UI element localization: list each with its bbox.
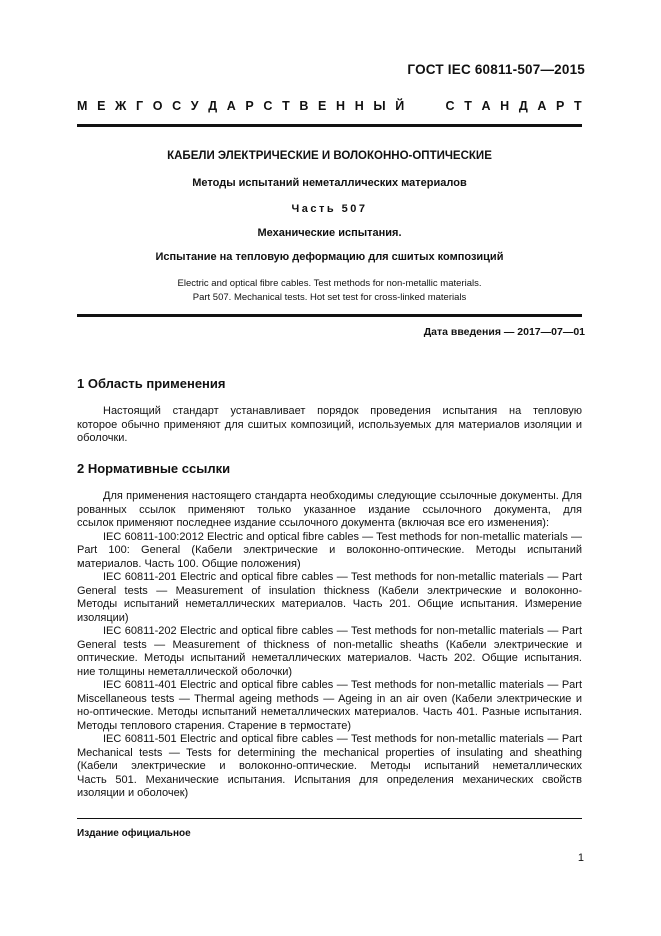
text-line: General tests — Measurement of insulation thickness (Кабели электрические и волоконно- [77,584,582,597]
banner-letter: О [152,99,163,113]
title-english-line2: Part 507. Mechanical tests. Hot set test for cross-linked materials [192,292,467,303]
title-mechanical: Механические испытания. [257,227,402,239]
banner-letter: М [77,99,88,113]
banner-letter: С [445,99,455,113]
document-code: ГОСТ IEC 60811-507—2015 [407,62,585,77]
introduction-date: Дата введения — 2017—07—01 [423,326,585,338]
page-number: 1 [577,852,584,864]
banner-letter: Т [574,99,582,113]
banner-letter: А [537,99,547,113]
text-line: оптические. Методы испытаний неметаллических материалов. Часть 202. Общие испытания. [77,652,582,664]
text-line: Настоящий стандарт устанавливает порядок проведения испытания на тепловую [103,405,582,417]
banner-letter: Р [245,99,254,113]
text-line: IEC 60811-501 Electric and optical fibre cables — Test methods for non-metallic materials — Part [103,733,582,745]
banner-letter: Т [464,99,472,113]
banner-letter: Г [136,99,144,113]
official-edition-label: Издание официальное [77,828,191,839]
title-part: Часть 507 [291,203,368,215]
banner-letter [414,99,436,113]
title-english-line1: Electric and optical fibre cables. Test methods for non-metallic materials. [177,278,482,289]
text-line: (Кабели электрические и волоконно-оптические. Методы испытаний неметаллических [77,760,582,772]
banner-letter: А [226,99,236,113]
footer-rule [77,818,582,819]
banner-letter: Т [282,99,290,113]
text-line: IEC 60811-100:2012 Electric and optical fibre cables — Test methods for non-metallic materials — [103,530,582,543]
text-line: материалов. Часть 100. Общие положения) [77,557,301,570]
banner-letter: Ж [115,99,127,113]
banner-letter: Р [556,99,565,113]
banner-letter: Д [208,99,218,113]
text-line: Методы теплового старения. Старение в термостате) [77,719,352,732]
section-2-body [77,490,582,801]
interstate-standard-banner [77,99,582,113]
banner-letter: Д [518,99,528,113]
text-line: Miscellaneous tests — Thermal ageing methods — Ageing in an air oven (Кабели электрические и [77,692,582,705]
banner-letter: А [481,99,491,113]
text-line: оболочки. [77,432,128,444]
banner-letter: У [190,99,199,113]
title-hot-set: Испытание на тепловую деформацию для сшитых композиций [155,251,504,263]
banner-letter: Ы [373,99,386,113]
text-line: Part 100: General (Кабели электрические и волоконно-оптические. Методы испытаний [77,544,582,556]
text-line: Часть 501. Механические испытания. Испытания для определения механических свойств [77,773,582,786]
banner-letter: С [172,99,182,113]
text-line: изоляции и оболочек) [77,787,189,799]
text-line: IEC 60811-201 Electric and optical fibre cables — Test methods for non-metallic materials — Part [103,571,582,583]
top-rule [77,124,582,127]
text-line: Для применения настоящего стандарта необходимы следующие ссылочные документы. Для [103,490,582,502]
text-line: ние толщины неметаллической оболочки) [77,665,293,678]
text-line: которое обычно применяют для сшитых композиций, используемых для материалов изоляции и [77,418,582,431]
title-main: КАБЕЛИ ЭЛЕКТРИЧЕСКИЕ И ВОЛОКОННО-ОПТИЧЕСКИЕ [167,150,492,162]
text-line: Методы испытаний неметаллических материалов. Часть 201. Общие испытания. Измерение [77,598,582,610]
title-bottom-rule [77,314,582,317]
section-2-heading: 2 Нормативные ссылки [77,461,231,476]
text-line: изоляции) [77,611,129,624]
banner-letter: В [299,99,309,113]
text-line: рованных ссылок применяют только указанное издание ссылочного документа, для [77,503,582,516]
title-subtitle: Методы испытаний неметаллических материалов [192,177,467,189]
banner-letter: Й [395,99,405,113]
text-line: IEC 60811-202 Electric and optical fibre cables — Test methods for non-metallic materials — Part [103,625,582,637]
banner-letter: Е [97,99,106,113]
text-line: IEC 60811-401 Electric and optical fibre cables — Test methods for non-metallic materials — Part [103,679,582,691]
banner-letter: Е [318,99,327,113]
banner-letter: Н [336,99,346,113]
section-1-body [77,405,582,446]
text-line: General tests — Measurement of thickness of non-metallic sheaths (Кабели электрические и [77,638,582,651]
banner-letter: Н [354,99,364,113]
text-line: ссылок применяют последнее издание ссылочного документа (включая все его изменения): [77,517,550,529]
text-line: но-оптические. Методы испытаний неметаллических материалов. Часть 401. Разные испытания. [77,706,582,718]
banner-letter: С [263,99,273,113]
banner-letter: Н [500,99,510,113]
section-1-heading: 1 Область применения [77,376,226,391]
text-line: Mechanical tests — Tests for determining the mechanical properties of insulating and sheathing [77,746,582,759]
